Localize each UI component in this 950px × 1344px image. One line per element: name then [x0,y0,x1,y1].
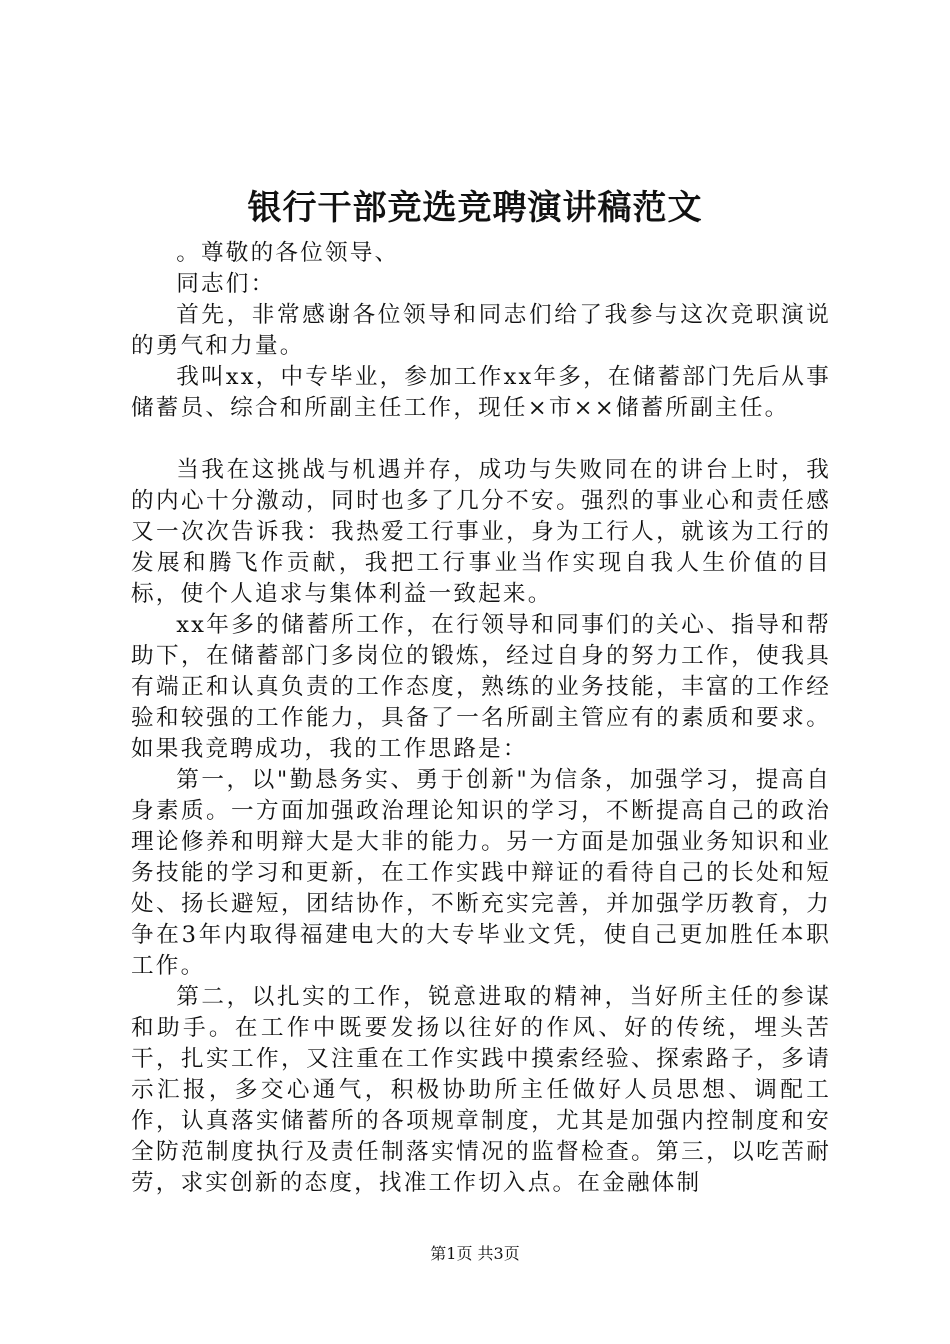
page-footer: 第1页 共3页 [430,1244,520,1263]
salutation-line-1: 。尊敬的各位领导、 [176,240,400,266]
paragraph-point-two: 第二，以扎实的工作，锐意进取的精神，当好所主任的参谋和助手。在工作中既要发扬以往好的作风、好的传统，埋头苦干，扎实工作，又注重在工作实践中摸索经验、探索路子，多请示汇报，多交心通气，积极协助所主任做好人员思想、调配工作，认真落实储蓄所的各项规章制度，尤其是加强内控制度和安全防范制度执行及责任制落实情况的监督检查。第三，以吃苦耐劳，求实创新的态度，找准工作切入点。在金融体制 [131,984,831,1196]
paragraph-motivation: 当我在这挑战与机遇并存，成功与失败同在的讲台上时，我的内心十分激动，同时也多了几分不安。强烈的事业心和责任感又一次次告诉我：我热爱工行事业，身为工行人，就该为工行的发展和腾飞作贡献，我把工行事业当作实现自我人生价值的目标，使个人追求与集体利益一致起来。 [131,457,831,607]
paragraph-experience: xx年多的储蓄所工作，在行领导和同事们的关心、指导和帮助下，在储蓄部门多岗位的锻炼，经过自身的努力工作，使我具有端正和认真负责的工作态度，熟练的业务技能，丰富的工作经验和较强的工作能力，具备了一名所副主管应有的素质和要求。如果我竞聘成功，我的工作思路是： [131,612,831,762]
document-body [131,238,831,1199]
salutation-line-2: 同志们： [176,271,276,297]
paragraph-thanks: 首先，非常感谢各位领导和同志们给了我参与这次竞职演说的勇气和力量。 [131,302,831,359]
paragraph-point-one: 第一，以"勤恳务实、勇于创新"为信条，加强学习，提高自身素质。一方面加强政治理论知识的学习，不断提高自己的政治理论修养和明辩大是大非的能力。另一方面是加强业务知识和业务技能的学习和更新，在工作实践中辩证的看待自己的长处和短处、扬长避短，团结协作，不断充实完善，并加强学历教育，力争在3年内取得福建电大的大专毕业文凭，使自己更加胜任本职工作。 [131,767,831,979]
paragraph-introduction: 我叫xx，中专毕业，参加工作xx年多，在储蓄部门先后从事储蓄员、综合和所副主任工作，现任×市××储蓄所副主任。 [131,364,832,421]
document-title: 银行干部竞选竞聘演讲稿范文 [247,188,703,228]
